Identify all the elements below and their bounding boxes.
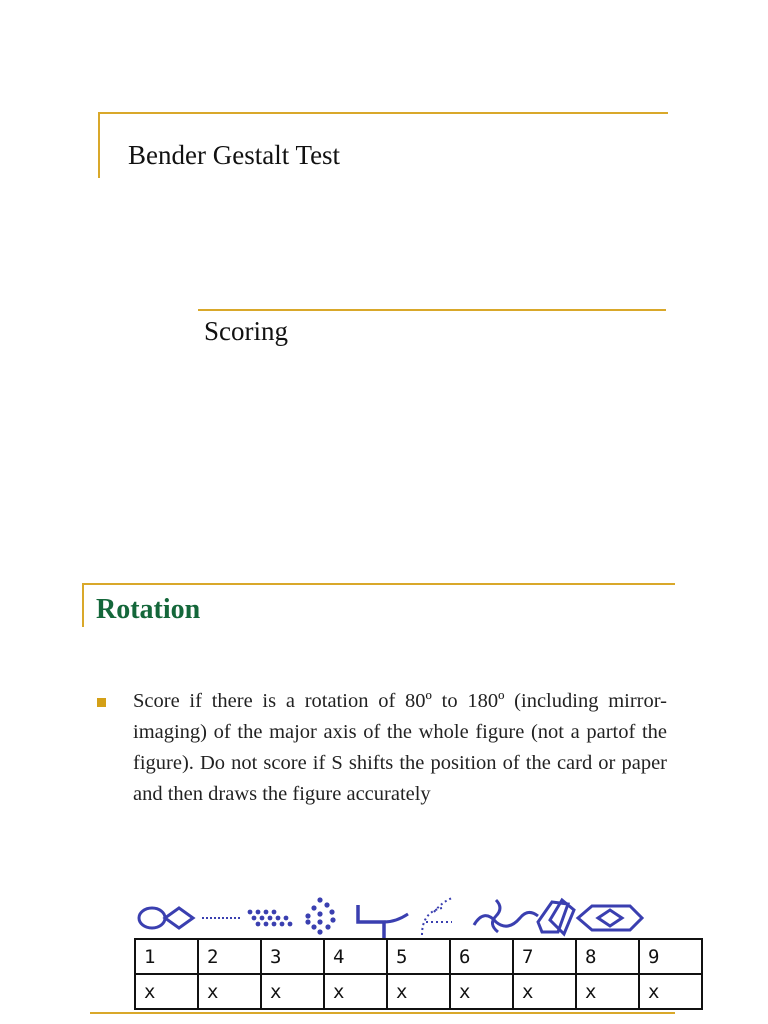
score-table: [134, 938, 703, 1010]
table-cell: 1: [135, 939, 198, 974]
dotted-curve-figure: [422, 898, 452, 935]
dot-rows-figure: [248, 910, 293, 927]
title-left-rule: [98, 112, 100, 178]
table-cell: x: [261, 974, 324, 1009]
cross-curve-figure: [358, 905, 408, 938]
table-cell: 4: [324, 939, 387, 974]
slide-title: Bender Gestalt Test: [128, 140, 341, 170]
table-row: [135, 974, 702, 1009]
table-row: [135, 939, 702, 974]
table-cell: 3: [261, 939, 324, 974]
bottom-rule: [90, 1012, 675, 1014]
heading-left-rule: [82, 583, 84, 627]
table-cell: x: [639, 974, 702, 1009]
table-cell: x: [198, 974, 261, 1009]
table-cell: 6: [450, 939, 513, 974]
table-cell: 8: [576, 939, 639, 974]
section-heading: Rotation: [96, 594, 201, 625]
overlapping-hexagons-figure: [538, 900, 574, 934]
table-cell: 9: [639, 939, 702, 974]
circle-diamond-figure: [139, 908, 193, 928]
table-cell: x: [324, 974, 387, 1009]
table-cell: 2: [198, 939, 261, 974]
subtitle-rule: [198, 309, 666, 311]
bullet-icon: [97, 698, 106, 707]
wavy-cross-figure: [474, 900, 538, 932]
title-top-rule: [99, 112, 668, 114]
table-cell: x: [387, 974, 450, 1009]
heading-top-rule: [83, 583, 675, 585]
bender-figures: [134, 890, 646, 938]
table-cell: x: [576, 974, 639, 1009]
table-cell: x: [450, 974, 513, 1009]
table-cell: 7: [513, 939, 576, 974]
table-cell: x: [513, 974, 576, 1009]
bullet-text: Score if there is a rotation of 80º to 180º (including mirror-imaging) of the major axis of the whole figure (not a partof the figure). Do not score if S shifts the position of the card or paper and then draws the figure accurately: [133, 690, 667, 805]
dot-arcs-figure: [305, 897, 335, 934]
table-cell: 5: [387, 939, 450, 974]
slide-subtitle: Scoring: [204, 316, 288, 346]
table-cell: x: [135, 974, 198, 1009]
diamond-in-hexagon-figure: [578, 906, 642, 930]
